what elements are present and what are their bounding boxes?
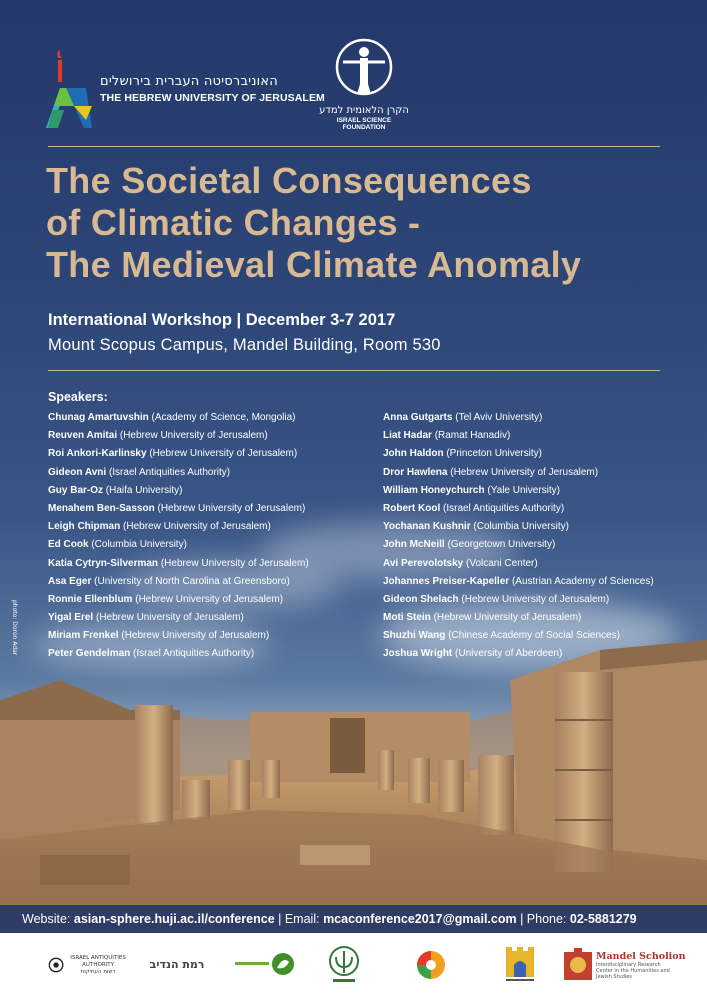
speaker-affiliation: (Israel Antiquities Authority) [133, 648, 255, 660]
speaker-affiliation: (Volcani Center) [466, 557, 538, 569]
event-subtitle: International Workshop | December 3-7 2017 [48, 311, 396, 329]
mandel-scholion-logo [564, 945, 686, 985]
speaker-name: Robert Kool [383, 502, 441, 514]
speaker-affiliation: (Hebrew University of Jerusalem) [135, 593, 284, 605]
isf-hebrew-name: הקרן הלאומית למדע [319, 105, 409, 116]
speaker-affiliation: (Academy of Science, Mongolia) [151, 412, 296, 423]
speaker-name: Yochanan Kushnir [383, 521, 471, 533]
sponsor-logo-4 [322, 945, 366, 985]
iaa-name: ISRAEL ANTIQUITIES AUTHORITY [70, 954, 126, 968]
speaker-affiliation: (Princeton University) [446, 448, 542, 460]
speaker-name: John McNeill [383, 539, 445, 551]
website-label: Website: [22, 912, 74, 926]
speaker-name: Johannes Preiser-Kapeller [383, 575, 510, 587]
speaker-affiliation: (Hebrew University of Jerusalem) [119, 430, 268, 442]
colorful-globe-icon [413, 947, 449, 983]
speaker-name: John Haldon [383, 448, 444, 460]
sponsor-logos-footer [0, 933, 707, 1000]
title-line-3: The Medieval Climate Anomaly [46, 244, 582, 285]
speaker-affiliation: (Ramat Hanadiv) [434, 430, 511, 442]
sponsor-logo-6 [492, 945, 548, 985]
phone-label: | Phone: [516, 912, 570, 926]
speaker-entry [48, 536, 309, 554]
speaker-entry [383, 427, 654, 445]
huji-wordmark [100, 74, 325, 104]
green-leaf-icon [235, 950, 295, 980]
speaker-affiliation: (Hebrew University of Jerusalem) [450, 466, 599, 478]
divider-middle [48, 370, 660, 371]
speaker-affiliation: (Hebrew University of Jerusalem) [149, 448, 298, 460]
website-link[interactable]: asian-sphere.huji.ac.il/conference [73, 912, 275, 926]
speaker-name: Avi Perevolotsky [383, 557, 464, 569]
speaker-affiliation: (Hebrew University of Jerusalem) [461, 593, 610, 605]
speaker-affiliation: (Hebrew University of Jerusalem) [96, 612, 244, 624]
speaker-affiliation: (Hebrew University of Jerusalem) [160, 557, 309, 569]
speaker-affiliation: (Haifa University) [105, 484, 183, 496]
page-title [46, 160, 666, 286]
speaker-entry [48, 591, 309, 609]
speaker-affiliation: (Israel Antiquities Authority) [443, 502, 565, 514]
speaker-affiliation: (University of North Carolina at Greensboro) [94, 575, 290, 587]
isf-logo [318, 38, 410, 131]
speaker-affiliation: (Hebrew University of Jerusalem) [157, 502, 306, 514]
speaker-entry [383, 573, 654, 591]
speakers-column-left [48, 409, 309, 664]
speaker-entry [383, 591, 654, 609]
speaker-entry [48, 645, 309, 663]
speaker-name: Ronnie Ellenblum [48, 593, 133, 605]
speakers-column-right [383, 409, 654, 664]
isf-english-name: ISRAEL SCIENCE FOUNDATION [336, 117, 392, 131]
speaker-affiliation: (Hebrew University of Jerusalem) [121, 630, 270, 642]
email-link[interactable]: mcaconference2017@gmail.com [323, 912, 517, 926]
iaa-hebrew-name: רשות העתיקות [80, 968, 116, 975]
speaker-entry [48, 409, 309, 427]
speaker-entry [383, 409, 654, 427]
mandel-emblem-icon [564, 948, 592, 982]
mandel-title: Mandel Scholion [596, 950, 686, 962]
title-line-2: of Climatic Changes - [46, 202, 421, 243]
speaker-name: Dror Hawlena [383, 466, 448, 478]
sponsor-logo-5 [408, 945, 454, 985]
speaker-affiliation: (Columbia University) [473, 521, 569, 533]
speaker-name: Shuzhi Wang [383, 630, 446, 642]
speaker-name: Gideon Shelach [383, 593, 459, 605]
email-label: | Email: [274, 912, 324, 926]
castle-gate-icon [502, 945, 538, 985]
speaker-entry [48, 609, 309, 627]
huji-logo-icon [46, 50, 92, 128]
speaker-entry [383, 500, 654, 518]
speaker-entry [48, 482, 309, 500]
speaker-affiliation: (Hebrew University of Jerusalem) [433, 612, 582, 624]
contact-bar [0, 905, 707, 933]
title-line-1: The Societal Consequences [46, 160, 532, 201]
speaker-entry [48, 573, 309, 591]
iaa-logo [48, 945, 128, 985]
speaker-entry [48, 500, 309, 518]
speaker-name: Yigal Erel [48, 612, 94, 624]
speaker-affiliation: (Georgetown University) [447, 539, 556, 551]
speaker-entry [48, 427, 309, 445]
speaker-name: Peter Gendelman [48, 648, 131, 660]
speaker-name: Chunag Amartuvshin [48, 412, 149, 423]
speaker-entry [48, 627, 309, 645]
speaker-affiliation: (Hebrew University of Jerusalem) [123, 521, 271, 533]
isf-emblem-icon [335, 38, 393, 96]
speaker-entry [48, 445, 309, 463]
speaker-entry [383, 536, 654, 554]
speaker-affiliation: (Columbia University) [91, 539, 187, 551]
speaker-name: William Honeychurch [383, 484, 485, 496]
speaker-entry [383, 445, 654, 463]
speaker-name: Ed Cook [48, 539, 89, 551]
photo-credit: photo: Doron Adar [11, 600, 18, 656]
menorah-emblem-icon [327, 945, 361, 985]
speaker-entry [48, 518, 309, 536]
event-venue: Mount Scopus Campus, Mandel Building, Room 530 [48, 336, 441, 354]
speaker-affiliation: (University of Aberdeen) [455, 648, 563, 660]
speaker-entry [383, 609, 654, 627]
speaker-name: Guy Bar-Oz [48, 484, 104, 496]
speaker-affiliation: (Israel Antiquities Authority) [108, 466, 231, 478]
huji-english-name: THE HEBREW UNIVERSITY OF JERUSALEM [100, 92, 325, 104]
huji-hebrew-name: האוניברסיטה העברית בירושלים [100, 74, 278, 89]
speaker-name: Moti Stein [383, 612, 431, 624]
divider-top [48, 146, 660, 147]
speaker-name: Leigh Chipman [48, 521, 121, 533]
speaker-entry [383, 482, 654, 500]
speaker-name: Asa Eger [48, 575, 92, 587]
speaker-entry [383, 645, 654, 663]
speaker-entry [48, 464, 309, 482]
speaker-name: Joshua Wright [383, 648, 453, 660]
speaker-name: Menahem Ben-Sasson [48, 502, 155, 514]
speaker-affiliation: (Tel Aviv University) [455, 412, 543, 423]
speaker-entry [48, 555, 309, 573]
speaker-entry [383, 464, 654, 482]
speaker-name: Reuven Amitai [48, 430, 118, 442]
top-logos [0, 38, 707, 131]
speaker-entry [383, 627, 654, 645]
speaker-name: Anna Gutgarts [383, 412, 453, 423]
speakers-heading: Speakers: [48, 390, 108, 404]
speaker-entry [383, 555, 654, 573]
speaker-affiliation: (Yale University) [487, 484, 560, 496]
ramat-hanadiv-name: רמת הנדיב [149, 958, 205, 971]
sponsor-logo-3 [232, 945, 298, 985]
mandel-subtitle: Interdisciplinary Research Center in the Humanities and Jewish Studies [596, 961, 670, 980]
ramat-hanadiv-logo [142, 945, 212, 985]
speaker-name: Katia Cytryn-Silverman [48, 557, 159, 569]
speaker-affiliation: (Austrian Academy of Sciences) [511, 575, 654, 587]
iaa-emblem-icon [48, 953, 64, 977]
speaker-name: Gideon Avni [48, 466, 107, 478]
speaker-name: Miriam Frenkel [48, 630, 119, 642]
speaker-name: Roi Ankori-Karlinsky [48, 448, 147, 460]
phone-number: 02-5881279 [569, 912, 637, 926]
speaker-name: Liat Hadar [383, 430, 432, 442]
speaker-entry [383, 518, 654, 536]
ruins-photo [0, 640, 707, 905]
speaker-affiliation: (Chinese Academy of Social Sciences) [448, 630, 620, 642]
